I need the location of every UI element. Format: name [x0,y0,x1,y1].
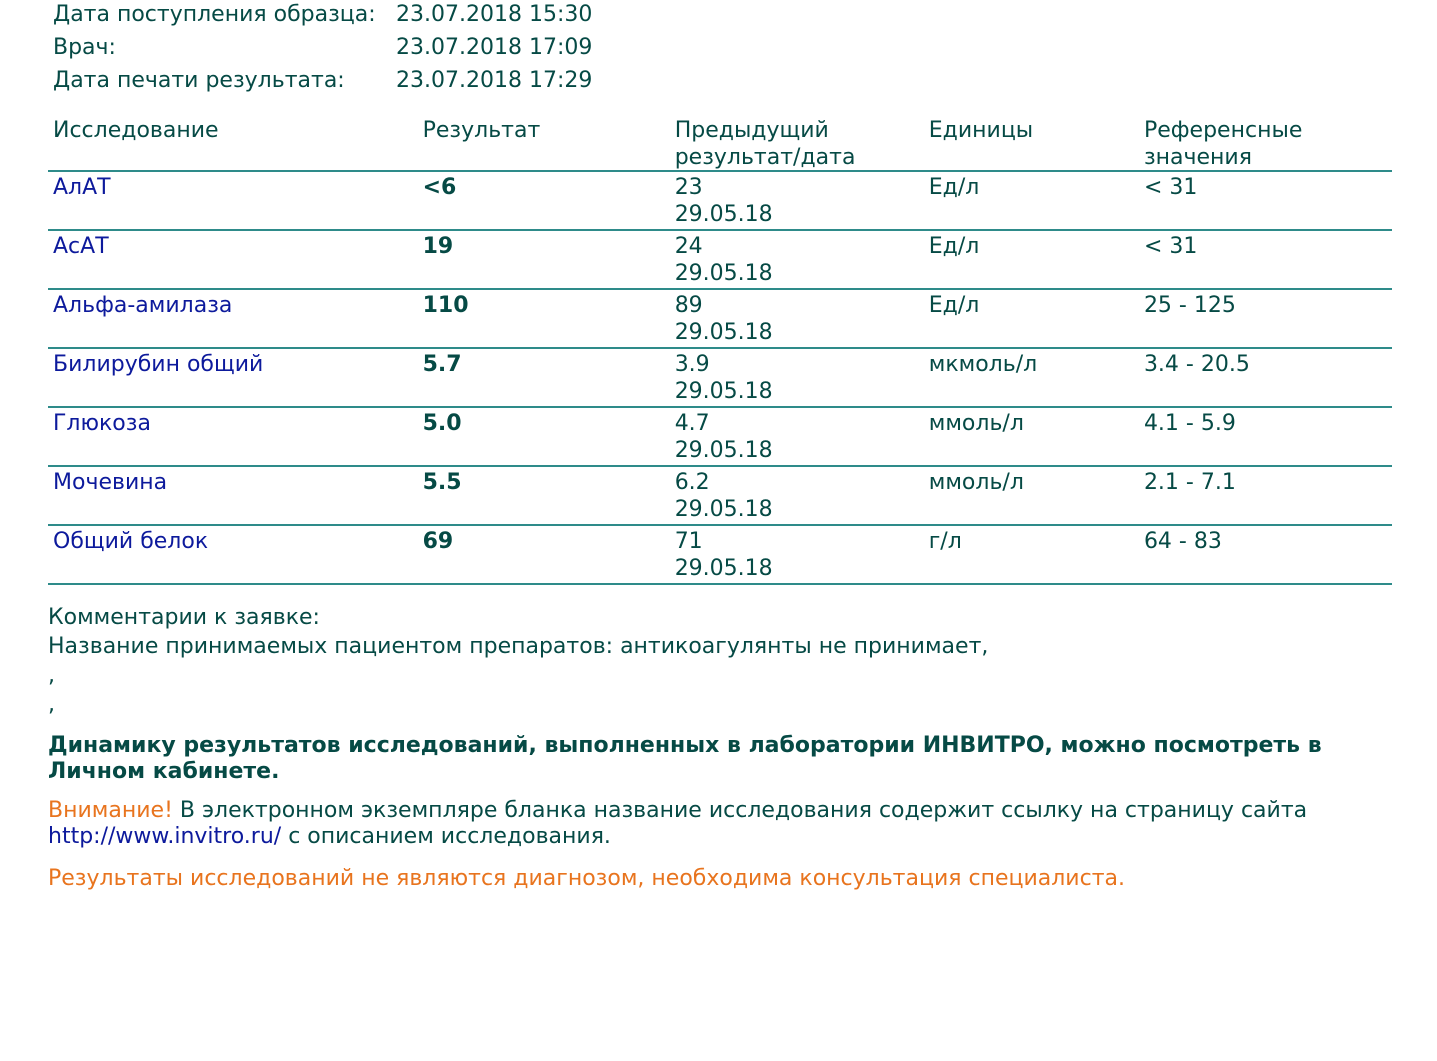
received-label: Дата поступления образца: [53,2,376,27]
previous-value: 4.7 [674,411,710,436]
header-test: Исследование [53,118,219,143]
units: Ед/л [928,293,980,318]
drugs-comment: Название принимаемых пациентом препаратов: антикоагулянты не принимает, [48,634,989,659]
previous-value: 23 [674,175,703,200]
units: г/л [928,529,962,554]
result-value: 19 [422,234,454,259]
doctor-value: 23.07.2018 17:09 [396,35,593,60]
received-row [53,0,696,33]
print-value: 23.07.2018 17:29 [396,68,593,93]
previous-date: 29.05.18 [674,261,773,286]
previous-date: 29.05.18 [674,320,773,345]
result-value: 5.7 [422,352,462,377]
units: ммоль/л [928,470,1024,495]
sample-meta [53,0,696,99]
reference-range: < 31 [1143,175,1198,200]
header-units: Единицы [928,118,1034,143]
header-previous-line1: Предыдущий [674,118,829,143]
table-row [48,467,1392,526]
header-reference [1144,117,1392,170]
reference-range: 4.1 - 5.9 [1143,411,1236,436]
table-header [48,117,1392,172]
test-name-link[interactable]: Глюкоза [53,411,151,436]
previous-result [675,349,929,406]
test-name-link[interactable]: Альфа-амилаза [53,293,233,318]
previous-result [675,231,929,288]
table-row [48,408,1392,467]
table-row [48,526,1392,585]
table-row [48,290,1392,349]
previous-value: 24 [674,234,703,259]
previous-date: 29.05.18 [674,556,773,581]
comment-line-2: , [48,663,55,688]
result-value: 110 [422,293,469,318]
test-name-link[interactable]: Мочевина [53,470,168,495]
test-name-link[interactable]: Общий белок [53,529,209,554]
doctor-label: Врач: [53,35,116,60]
doctor-row [53,33,696,66]
units: мкмоль/л [928,352,1038,377]
previous-result [675,467,929,524]
reference-range: 64 - 83 [1143,529,1222,554]
previous-value: 6.2 [674,470,710,495]
header-reference-line2: значения [1143,145,1252,170]
units: ммоль/л [928,411,1024,436]
result-value: 5.5 [422,470,462,495]
result-value: 5.0 [422,411,462,436]
attention-label: Внимание! [48,798,173,823]
previous-date: 29.05.18 [674,438,773,463]
received-value: 23.07.2018 15:30 [396,2,593,27]
attention-notice [48,798,1378,850]
comments-title: Комментарии к заявке: [48,605,320,630]
reference-range: 25 - 125 [1143,293,1236,318]
header-previous [675,117,929,170]
test-name-link[interactable]: АсАТ [53,234,109,259]
header-previous-line2: результат/дата [674,145,856,170]
comment-line-3: , [48,692,55,717]
table-row [48,349,1392,408]
previous-result [675,290,929,347]
result-value: <6 [422,175,457,200]
table-row [48,231,1392,290]
previous-result [675,408,929,465]
previous-result [675,526,929,583]
print-row [53,66,696,99]
reference-range: 2.1 - 7.1 [1143,470,1236,495]
previous-result [675,172,929,229]
test-name-link[interactable]: АлАТ [53,175,111,200]
disclaimer: Результаты исследований не являются диагнозом, необходима консультация специалиста. [48,866,1125,891]
attention-text: В электронном экземпляре бланка название исследования содержит ссылку на страницу сайта [172,798,1308,823]
invitro-link[interactable]: http://www.invitro.ru/ [48,824,282,849]
previous-value: 71 [674,529,703,554]
order-comments [48,603,1408,719]
previous-value: 3.9 [674,352,710,377]
reference-range: 3.4 - 20.5 [1143,352,1250,377]
results-table [48,117,1392,585]
print-label: Дата печати результата: [53,68,345,93]
previous-value: 89 [674,293,703,318]
attention-tail: с описанием исследования. [281,824,611,849]
header-result: Результат [422,118,541,143]
header-reference-line1: Референсные [1143,118,1303,143]
previous-date: 29.05.18 [674,379,773,404]
units: Ед/л [928,175,980,200]
previous-date: 29.05.18 [674,202,773,227]
previous-date: 29.05.18 [674,497,773,522]
table-row [48,172,1392,231]
reference-range: < 31 [1143,234,1198,259]
test-name-link[interactable]: Билирубин общий [53,352,264,377]
result-value: 69 [422,529,454,554]
units: Ед/л [928,234,980,259]
dynamics-notice: Динамику результатов исследований, выполненных в лаборатории ИНВИТРО, можно посмотреть в Личном кабинете. [48,733,1322,784]
